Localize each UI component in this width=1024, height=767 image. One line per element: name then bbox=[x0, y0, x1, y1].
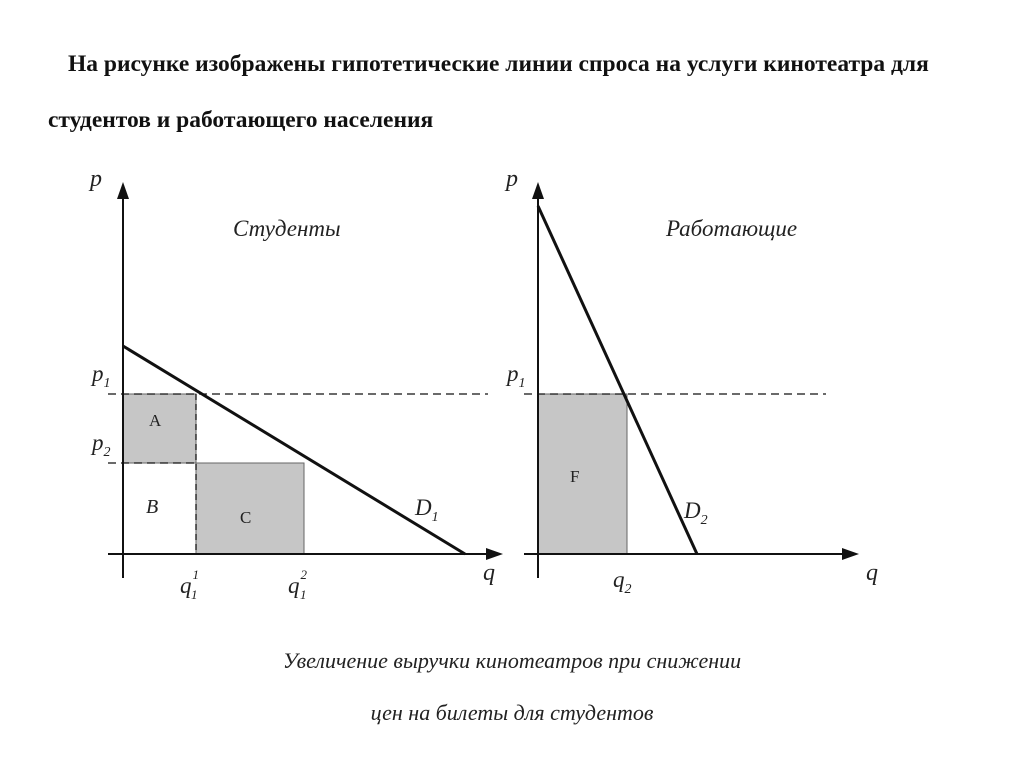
caption-line-1: Увеличение выручки кинотеатров при снижении bbox=[282, 648, 742, 673]
right-panel-title: Работающие bbox=[666, 216, 798, 241]
right-axis-x-label: q bbox=[866, 560, 878, 586]
left-y-arrow bbox=[117, 182, 129, 199]
demand-d1-label: $D_1$ bbox=[415, 495, 439, 525]
heading-line-2: студентов и работающего населения bbox=[48, 107, 434, 133]
right-x-arrow bbox=[842, 548, 859, 560]
q11-label: $q^1$ 1 bbox=[180, 567, 199, 602]
q2-label: $q_2$ bbox=[613, 567, 632, 597]
right-panel bbox=[504, 166, 878, 597]
left-p2-label: $p_2$ bbox=[92, 430, 111, 460]
left-panel bbox=[88, 166, 503, 602]
right-y-arrow bbox=[532, 182, 544, 199]
caption-line-2: цен на билеты для студентов bbox=[370, 700, 654, 725]
left-p1-label: $p_1$ bbox=[92, 361, 111, 391]
left-panel-title: Студенты bbox=[233, 216, 341, 241]
left-x-arrow bbox=[486, 548, 503, 560]
heading-line-1: На рисунке изображены гипотетические линии спроса на услуги кинотеатра для bbox=[68, 51, 929, 77]
region-a-label: A bbox=[149, 411, 162, 430]
region-c-label: C bbox=[240, 508, 252, 527]
right-p1-label: $p_1$ bbox=[507, 361, 526, 391]
right-axis-y-label: p bbox=[506, 166, 518, 192]
left-axis-y-label: p bbox=[90, 166, 102, 192]
q12-label: $q^2$ 1 bbox=[288, 567, 307, 602]
region-f-rect bbox=[538, 394, 627, 554]
region-b-label: B bbox=[146, 496, 159, 518]
region-f-label: F bbox=[570, 467, 580, 486]
demand-d2-label: $D_2$ bbox=[684, 498, 708, 528]
left-axis-x-label: q bbox=[483, 560, 495, 586]
